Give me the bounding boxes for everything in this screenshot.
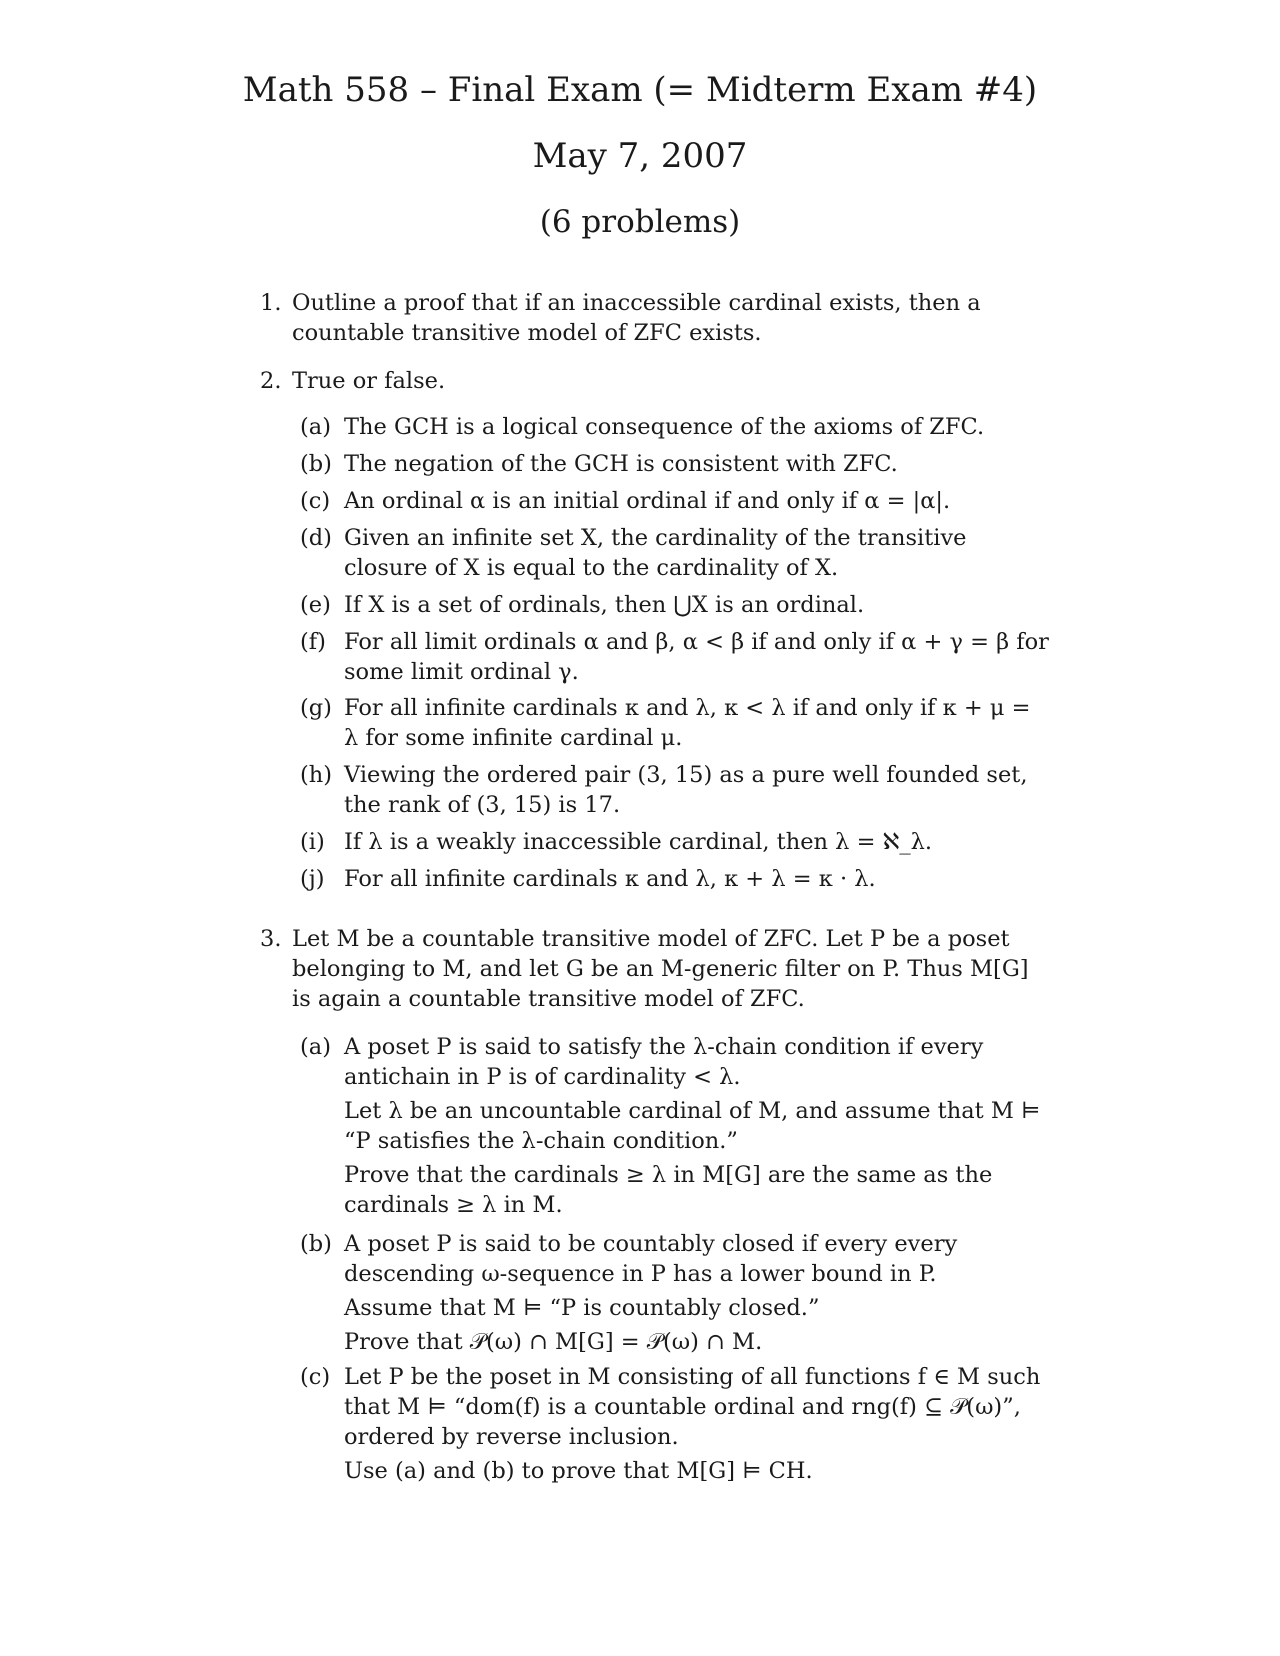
part-label: (c) <box>300 1364 331 1390</box>
part-paragraph: Prove that 𝒫(ω) ∩ M[G] = 𝒫(ω) ∩ M. <box>344 1329 763 1355</box>
part-label: (a) <box>300 1034 331 1060</box>
part-3c <box>300 1362 1050 1486</box>
part-text: An ordinal α is an initial ordinal if and only if α = |α|. <box>344 488 951 514</box>
part-text: The GCH is a logical consequence of the axioms of ZFC. <box>344 414 985 440</box>
part-3b <box>300 1229 1050 1357</box>
part-label: (i) <box>300 829 325 855</box>
problem-number: 2. <box>260 368 282 394</box>
problem-count: (6 problems) <box>539 204 741 240</box>
problem-text: Let M be a countable transitive model of ZFC. Let P be a poset belonging to M, and let G be an M-generic filter on P. Thus M[G] is again a countable transitive model of ZFC. <box>292 926 1029 1012</box>
part-3a <box>300 1032 1050 1220</box>
part-2a <box>300 412 1050 442</box>
part-label: (e) <box>300 592 331 618</box>
part-text: For all limit ordinals α and β, α < β if and only if α + γ = β for some limit ordinal γ. <box>344 629 1049 685</box>
problem-3 <box>260 924 1050 1014</box>
part-text: Viewing the ordered pair (3, 15) as a pure well founded set, the rank of (3, 15) is 17. <box>344 762 1028 818</box>
problem-2 <box>260 366 1050 396</box>
part-2f <box>300 627 1050 687</box>
part-label: (c) <box>300 488 331 514</box>
part-text: A poset P is said to be countably closed if every every descending ω-sequence in P has a lower bound in P. <box>344 1231 958 1287</box>
part-label: (j) <box>300 866 325 892</box>
part-2c <box>300 486 1050 516</box>
part-2h <box>300 760 1050 820</box>
part-2e <box>300 590 1050 620</box>
part-text: For all infinite cardinals κ and λ, κ + λ = κ · λ. <box>344 866 876 892</box>
part-label: (b) <box>300 451 332 477</box>
part-2j <box>300 864 1050 894</box>
part-text: A poset P is said to satisfy the λ-chain condition if every antichain in P is of cardinality < λ. <box>344 1034 984 1090</box>
part-label: (h) <box>300 762 333 788</box>
part-label: (f) <box>300 629 326 655</box>
exam-date: May 7, 2007 <box>532 136 748 176</box>
part-paragraph: Use (a) and (b) to prove that M[G] ⊨ CH. <box>344 1458 813 1484</box>
problem-text: Outline a proof that if an inaccessible cardinal exists, then a countable transitive model of ZFC exists. <box>292 290 981 346</box>
part-text: The negation of the GCH is consistent with ZFC. <box>344 451 898 477</box>
part-label: (d) <box>300 525 332 551</box>
problem-text: True or false. <box>292 368 446 394</box>
part-text: For all infinite cardinals κ and λ, κ < λ if and only if κ + μ = λ for some infinite cardinal μ. <box>344 695 1031 751</box>
part-2i <box>300 827 1050 857</box>
part-2b <box>300 449 1050 479</box>
exam-title: Math 558 – Final Exam (= Midterm Exam #4) <box>242 70 1038 110</box>
part-2g <box>300 693 1050 753</box>
part-2d <box>300 523 1050 583</box>
problem-1 <box>260 288 1050 348</box>
part-paragraph: Let λ be an uncountable cardinal of M, and assume that M ⊨ “P satisfies the λ-chain condition.” <box>344 1098 1041 1154</box>
part-text: If X is a set of ordinals, then ⋃X is an ordinal. <box>344 592 865 618</box>
part-text: If λ is a weakly inaccessible cardinal, then λ = ℵ_λ. <box>344 829 933 855</box>
problem-number: 1. <box>260 290 282 316</box>
part-paragraph: Assume that M ⊨ “P is countably closed.” <box>344 1295 820 1321</box>
part-text: Let P be the poset in M consisting of all functions f ∈ M such that M ⊨ “dom(f) is a countable ordinal and rng(f) ⊆ 𝒫(ω)”, ordered by reverse inclusion. <box>344 1364 1041 1450</box>
part-label: (a) <box>300 414 331 440</box>
part-label: (g) <box>300 695 332 721</box>
part-text: Given an infinite set X, the cardinality of the transitive closure of X is equal to the cardinality of X. <box>344 525 967 581</box>
problem-number: 3. <box>260 926 282 952</box>
part-paragraph: Prove that the cardinals ≥ λ in M[G] are the same as the cardinals ≥ λ in M. <box>344 1162 993 1218</box>
part-label: (b) <box>300 1231 332 1257</box>
